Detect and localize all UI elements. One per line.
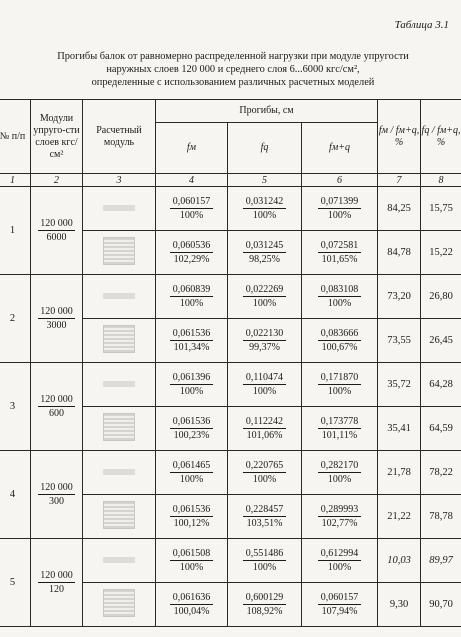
ratio-q-cell: 15,75 — [421, 187, 461, 231]
value-percent: 101,06% — [246, 430, 283, 441]
column-number: 5 — [228, 174, 302, 187]
value-percent: 100% — [252, 474, 277, 485]
header-fmq: fм+q — [302, 123, 378, 174]
deflection-value — [318, 416, 362, 441]
value-absolute: 0,228457 — [243, 504, 287, 517]
value-absolute: 0,031242 — [243, 196, 287, 209]
model-diagram-icon — [103, 237, 135, 265]
ratio-q-cell: 64,28 — [421, 363, 461, 407]
value-percent: 100% — [252, 210, 277, 221]
deflection-table — [0, 99, 461, 627]
value-percent: 102,77% — [321, 518, 358, 529]
deflection-value — [318, 372, 362, 397]
value-absolute: 0,061536 — [170, 504, 214, 517]
value-percent: 100% — [327, 562, 352, 573]
value-absolute: 0,061396 — [170, 372, 214, 385]
calc-model-thumbnail — [83, 407, 156, 451]
ratio-q-cell: 78,22 — [421, 451, 461, 495]
calc-model-thumbnail — [83, 495, 156, 539]
value-percent: 100% — [179, 386, 204, 397]
header-modules: Модули упруго-сти слоев кгс/см² — [31, 100, 83, 174]
column-number: 4 — [156, 174, 228, 187]
value-percent: 100% — [252, 298, 277, 309]
value-percent: 101,34% — [173, 342, 210, 353]
deflection-value — [170, 196, 214, 221]
ratio-m-cell: 73,55 — [378, 319, 421, 363]
calc-model-thumbnail — [83, 451, 156, 495]
model-diagram-icon — [103, 469, 135, 475]
modulus-middle: 300 — [49, 496, 64, 507]
ratio-m-cell: 35,72 — [378, 363, 421, 407]
deflection-value — [318, 196, 362, 221]
modulus-outer: 120 000 — [40, 482, 73, 493]
model-diagram-icon — [103, 589, 135, 617]
header-ratio-q: fq / fм+q, % — [421, 100, 461, 174]
value-percent: 108,92% — [246, 606, 283, 617]
deflection-value — [243, 372, 286, 397]
value-absolute: 0,282170 — [318, 460, 362, 473]
row-index: 3 — [0, 363, 31, 451]
value-percent: 100,04% — [173, 606, 210, 617]
deflection-value — [318, 504, 362, 529]
value-absolute: 0,061508 — [170, 548, 214, 561]
deflection-value — [243, 284, 287, 309]
modulus-outer: 120 000 — [40, 570, 73, 581]
calc-model-thumbnail — [83, 539, 156, 583]
modulus-outer: 120 000 — [40, 218, 73, 229]
value-percent: 100% — [327, 210, 352, 221]
value-percent: 100% — [327, 386, 352, 397]
calc-model-thumbnail — [83, 583, 156, 627]
modulus-middle: 3000 — [46, 320, 67, 331]
deflection-value — [170, 504, 214, 529]
value-percent: 101,11% — [321, 430, 358, 441]
value-absolute: 0,173778 — [318, 416, 362, 429]
deflection-value — [318, 592, 362, 617]
column-number: 3 — [83, 174, 156, 187]
ratio-m-cell: 35,41 — [378, 407, 421, 451]
ratio-m-cell: 9,30 — [378, 583, 421, 627]
value-percent: 100% — [252, 386, 277, 397]
ratio-q-cell: 15,22 — [421, 231, 461, 275]
value-percent: 101,65% — [321, 254, 358, 265]
value-absolute: 0,110474 — [243, 372, 286, 385]
value-percent: 100% — [252, 562, 277, 573]
deflection-value — [170, 328, 214, 353]
ratio-q-cell: 64,59 — [421, 407, 461, 451]
value-absolute: 0,060157 — [170, 196, 214, 209]
layer-modules — [31, 451, 83, 539]
deflection-value — [318, 328, 362, 353]
ratio-q-cell: 26,80 — [421, 275, 461, 319]
modulus-middle: 600 — [49, 408, 64, 419]
modulus-outer: 120 000 — [40, 306, 73, 317]
value-absolute: 0,031245 — [243, 240, 287, 253]
value-absolute: 0,220765 — [243, 460, 287, 473]
layer-modules — [31, 539, 83, 627]
value-percent: 98,25% — [249, 254, 280, 265]
layer-modules — [31, 363, 83, 451]
table-row — [0, 275, 461, 319]
deflection-value — [243, 504, 287, 529]
model-diagram-icon — [103, 413, 135, 441]
value-absolute: 0,061536 — [170, 328, 214, 341]
model-diagram-icon — [103, 325, 135, 353]
deflection-value — [170, 240, 214, 265]
ratio-m-cell: 84,78 — [378, 231, 421, 275]
deflection-value — [243, 460, 287, 485]
header-calc-module: Расчетный модуль — [83, 100, 156, 174]
column-number: 6 — [302, 174, 378, 187]
row-index: 2 — [0, 275, 31, 363]
value-absolute: 0,022269 — [243, 284, 287, 297]
value-absolute: 0,289993 — [318, 504, 362, 517]
calc-model-thumbnail — [83, 231, 156, 275]
ratio-m-cell: 73,20 — [378, 275, 421, 319]
value-percent: 102,29% — [173, 254, 210, 265]
value-absolute: 0,600129 — [243, 592, 287, 605]
value-absolute: 0,022130 — [243, 328, 287, 341]
deflection-value — [170, 460, 214, 485]
model-diagram-icon — [103, 381, 135, 387]
deflection-value — [318, 460, 362, 485]
table-label: Таблица 3.1 — [394, 19, 449, 31]
model-diagram-icon — [103, 205, 135, 211]
model-diagram-icon — [103, 501, 135, 529]
deflection-value — [170, 592, 214, 617]
deflection-value — [243, 196, 287, 221]
calc-model-thumbnail — [83, 319, 156, 363]
value-percent: 100% — [179, 210, 204, 221]
table-row — [0, 187, 461, 231]
calc-model-thumbnail — [83, 275, 156, 319]
value-percent: 100% — [327, 474, 352, 485]
header-num: № п/п — [0, 100, 31, 174]
modulus-middle: 120 — [49, 584, 64, 595]
value-absolute: 0,071399 — [318, 196, 362, 209]
deflection-value — [243, 592, 287, 617]
deflection-value — [170, 284, 214, 309]
value-absolute: 0,060536 — [170, 240, 214, 253]
ratio-q-cell: 78,78 — [421, 495, 461, 539]
ratio-m-cell: 21,22 — [378, 495, 421, 539]
value-absolute: 0,612994 — [318, 548, 362, 561]
row-index: 4 — [0, 451, 31, 539]
table-row — [0, 539, 461, 583]
value-absolute: 0,061465 — [170, 460, 214, 473]
table-row — [0, 451, 461, 495]
calc-model-thumbnail — [83, 363, 156, 407]
row-index: 5 — [0, 539, 31, 627]
header-deflections: Прогибы, см — [156, 100, 378, 123]
header-fm: fм — [156, 123, 228, 174]
caption-line-1: Прогибы балок от равномерно распределенной нагрузки при модуле упругости — [57, 51, 409, 62]
value-absolute: 0,083108 — [318, 284, 362, 297]
caption-line-2: наружных слоев 120 000 и среднего слоя 6...6000 кгс/см², — [106, 64, 360, 75]
column-number: 1 — [0, 174, 31, 187]
modulus-outer: 120 000 — [40, 394, 73, 405]
deflection-value — [170, 416, 214, 441]
deflection-value — [243, 328, 287, 353]
value-absolute: 0,061536 — [170, 416, 214, 429]
modulus-middle: 6000 — [46, 232, 67, 243]
value-absolute: 0,060839 — [170, 284, 214, 297]
value-percent: 100,12% — [173, 518, 210, 529]
header-ratio-m: fм / fм+q, % — [378, 100, 421, 174]
deflection-value — [318, 548, 362, 573]
value-percent: 103,51% — [246, 518, 283, 529]
column-number: 7 — [378, 174, 421, 187]
model-diagram-icon — [103, 557, 135, 563]
value-percent: 100% — [179, 298, 204, 309]
row-index: 1 — [0, 187, 31, 275]
value-percent: 100% — [327, 298, 352, 309]
value-absolute: 0,551486 — [243, 548, 287, 561]
value-percent: 100% — [179, 474, 204, 485]
value-percent: 100% — [179, 562, 204, 573]
ratio-q-cell: 89,97 — [421, 539, 461, 583]
calc-model-thumbnail — [83, 187, 156, 231]
table-row — [0, 363, 461, 407]
value-percent: 100,23% — [173, 430, 210, 441]
column-number-row — [0, 174, 461, 187]
deflection-value — [243, 416, 286, 441]
column-number: 8 — [421, 174, 461, 187]
table-caption — [8, 50, 458, 89]
deflection-value — [170, 548, 214, 573]
value-absolute: 0,171870 — [318, 372, 362, 385]
header-fq: fq — [228, 123, 302, 174]
ratio-q-cell: 26,45 — [421, 319, 461, 363]
ratio-m-cell: 84,25 — [378, 187, 421, 231]
model-diagram-icon — [103, 293, 135, 299]
value-absolute: 0,083666 — [318, 328, 362, 341]
ratio-q-cell: 90,70 — [421, 583, 461, 627]
deflection-value — [170, 372, 214, 397]
ratio-m-cell: 10,03 — [378, 539, 421, 583]
deflection-value — [243, 240, 287, 265]
value-absolute: 0,060157 — [318, 592, 362, 605]
column-number: 2 — [31, 174, 83, 187]
value-absolute: 0,072581 — [318, 240, 362, 253]
layer-modules — [31, 275, 83, 363]
ratio-m-cell: 21,78 — [378, 451, 421, 495]
value-percent: 100,67% — [321, 342, 358, 353]
layer-modules — [31, 187, 83, 275]
deflection-value — [318, 284, 362, 309]
deflection-value — [318, 240, 362, 265]
value-absolute: 0,112242 — [243, 416, 286, 429]
value-percent: 99,37% — [249, 342, 280, 353]
value-absolute: 0,061636 — [170, 592, 214, 605]
deflection-value — [243, 548, 287, 573]
caption-line-3: определенные с использованием различных расчетных моделей — [91, 77, 375, 88]
value-percent: 107,94% — [321, 606, 358, 617]
